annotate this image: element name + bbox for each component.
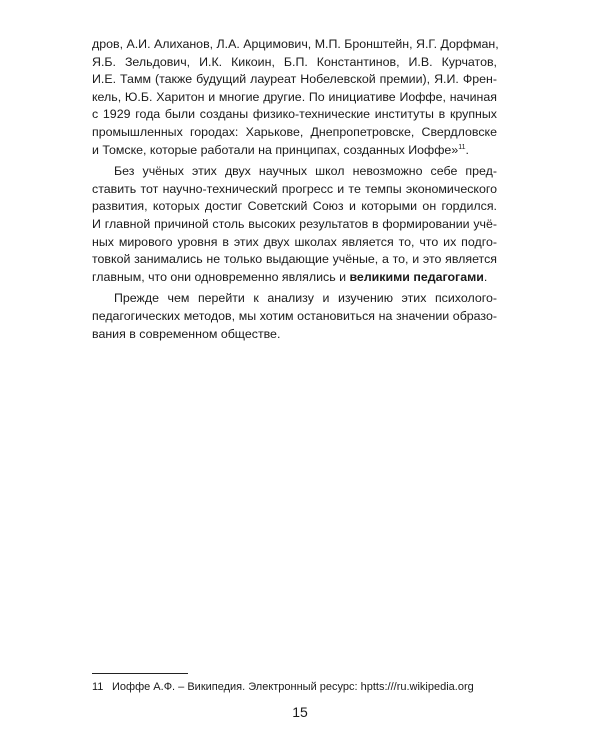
text-line [92,142,497,160]
text-line: кель, Ю.Б. Харитон и многие другие. По инициативе Иоффе, начиная [92,89,497,104]
text-line: дров, А.И. Алиханов, Л.А. Арцимович, М.П. Бронштейн, Я.Г. Дорфман, [92,37,499,51]
paragraph-2 [92,163,497,286]
emphasis-bold: великими педагогами [349,269,484,284]
text-line: промышленных городах: Харькове, Днепропетровске, Свердловске [92,124,497,139]
footnote-reference: 11 [458,143,466,151]
paragraph-1 [92,36,497,159]
text-line: педагогических методов, мы хотим остановиться на значении образо- [92,308,497,323]
text-line-content: и Томске, которые работали на принципах, созданных Иоффе» [92,142,459,157]
footnote-text: Иоффе А.Ф. – Википедия. Электронный ресурс: hptts:///ru.wikipedia.org [112,681,474,693]
text-line: Без учёных этих двух научных школ невозможно себе пред- [114,164,497,179]
main-text [92,36,497,343]
text-line: И главной причиной столь высоких результатов в формировании учё- [92,216,497,231]
text-line: с 1929 года были созданы физико-технические институты в крупных [92,107,497,122]
text-line: товкой занимались не только выдающие учёные, а то, и это является [92,252,497,267]
text-line: ных мирового уровня в этих двух школах является то, что их подго- [92,234,497,249]
text-line [92,269,497,287]
text-line: ставить тот научно-технический прогресс и те темпы экономического [92,181,497,196]
footnote-separator [92,673,188,674]
text-line: Я.Б. Зельдович, И.К. Кикоин, Б.П. Константинов, И.В. Курчатов, [92,54,497,69]
text-line: Прежде чем перейти к анализу и изучению этих психолого- [114,291,497,306]
text-line: вания в современном обществе. [92,326,281,341]
sentence-end: . [483,269,488,284]
text-line: развития, которых достиг Советский Союз и которыми он гордился. [92,199,497,214]
page-number: 15 [292,704,308,720]
paragraph-3 [92,290,497,343]
footnote [92,680,474,694]
text-line-content: главным, что они одновременно являлись и [92,269,350,284]
text-line: И.Е. Тамм (также будущий лауреат Нобелевской премии), Я.И. Френ- [92,72,497,87]
footnote-number: 11 [92,681,104,693]
sentence-end: . [465,142,469,157]
